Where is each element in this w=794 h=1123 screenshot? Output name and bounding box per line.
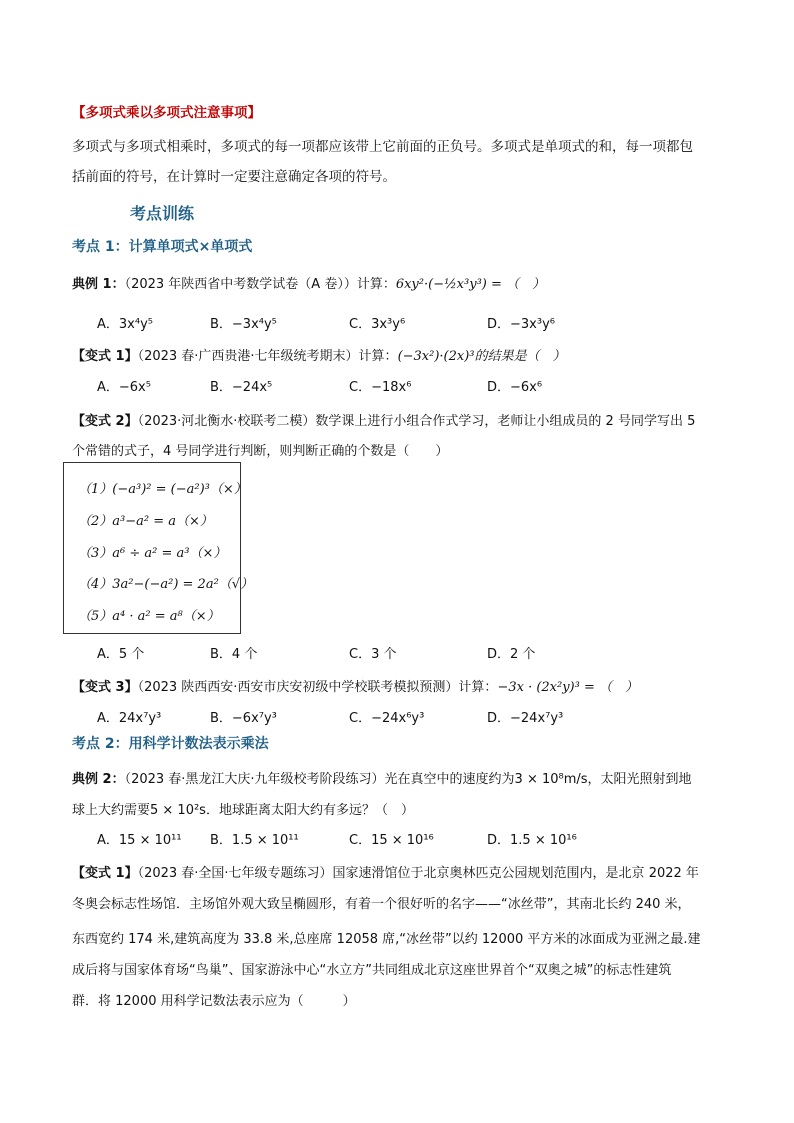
ex1-expr: 6xy²·(−½x³y³) = （ ） (395, 277, 546, 292)
ex1-option-c: C．3x³y⁶ (349, 317, 406, 332)
kp1-v2-option-b: B．4 个 (210, 647, 258, 662)
kp1-v2-line-2: 个常错的式子，4 号同学进行判断，则判断正确的个数是（ ） (72, 444, 449, 459)
kp2-v1-text-1: （2023 春·全国·七年级专题练习）国家速滑馆位于北京奥林匹克公园规划范围内，是北京 2022 年 (137, 866, 699, 881)
kp1-v1-option-a: A．−6x⁵ (97, 380, 151, 395)
ex2-line-1 (72, 768, 692, 787)
statement-2: （2）a³−a² = a（×） (78, 514, 213, 529)
ex2-line-2: 球上大约需要5 × 10²s．地球距离太阳大约有多远？（ ） (72, 803, 414, 818)
kp1-v2-text-1: （2023·河北衡水·校联考二模）数学课上进行小组合作式学习，老师让小组成员的 2 号同学写出 5 (137, 414, 696, 429)
ex2-option-b: B．1.5 × 10¹¹ (210, 833, 299, 848)
ex2-label: 典例 2： (72, 772, 125, 787)
statement-3: （3）a⁶ ÷ a² = a³（×） (78, 546, 227, 561)
note-line-1: 多项式与多项式相乘时，多项式的每一项都应该带上它前面的正负号。多项式是单项式的和，每一项都包 (72, 139, 693, 155)
kp1-v1-option-c: C．−18x⁶ (349, 380, 412, 395)
statement-1: （1）(−a³)² = (−a²)³（×） (78, 482, 247, 497)
kp1-v2-option-d: D．2 个 (487, 647, 536, 662)
section-title: 考点训练 (130, 204, 195, 223)
ex2-option-d: D．1.5 × 10¹⁶ (487, 833, 577, 848)
kp2-v1-line-3: 东西宽约 174 米,建筑高度为 33.8 米,总座席 12058 席,“冰丝带”以约 12000 平方米的冰面成为亚洲之最.建 (72, 932, 701, 947)
kp1-v1-option-d: D．−6x⁶ (487, 380, 543, 395)
kp1-v3-option-d: D．−24x⁷y³ (487, 711, 564, 726)
kp1-v3-option-a: A．24x⁷y³ (97, 711, 162, 726)
ex2-text-1: （2023 春·黑龙江大庆·九年级校考阶段练习）光在真空中的速度约为3 × 10⁸m/s，太阳光照射到地 (124, 772, 692, 787)
statements-box (63, 462, 254, 634)
kp1-v3-source: （2023 陕西西安·西安市庆安初级中学校联考模拟预测）计算： (137, 680, 498, 695)
kp1-v2-option-c: C．3 个 (349, 647, 397, 662)
note-line-2: 括前面的符号，在计算时一定要注意确定各项的符号。 (72, 169, 396, 185)
kp1-v2-line-1 (72, 410, 695, 429)
ex1-option-b: B．−3x⁴y⁵ (210, 317, 277, 332)
note-heading: 【多项式乘以多项式注意事项】 (72, 105, 261, 121)
kp1-v1-label: 【变式 1】 (72, 349, 138, 364)
kp2-v1-line-5: 群．将 12000 用科学记数法表示应为（ ） (72, 994, 356, 1009)
kp1-v1-question (72, 345, 566, 364)
kp1-title: 考点 1：计算单项式×单项式 (72, 239, 253, 255)
ex2-option-c: C．15 × 10¹⁶ (349, 833, 434, 848)
kp1-v3-option-c: C．−24x⁶y³ (349, 711, 425, 726)
kp1-v2-option-a: A．5 个 (97, 647, 145, 662)
ex1-option-a: A．3x⁴y⁵ (97, 317, 153, 332)
kp1-v3-expr: −3x · (2x²y)³ = （ ） (497, 680, 639, 695)
statement-5: （5）a⁴ · a² = a⁸（×） (78, 609, 220, 624)
kp2-title: 考点 2：用科学计数法表示乘法 (72, 736, 269, 752)
kp2-v1-line-2: 冬奥会标志性场馆．主场馆外观大致呈椭圆形，有着一个很好听的名字——“冰丝带”，其南北长约 240 米， (72, 897, 691, 912)
ex1-question (72, 273, 545, 292)
kp1-v1-option-b: B．−24x⁵ (210, 380, 273, 395)
kp2-v1-line-1 (72, 862, 699, 881)
kp1-v1-source: （2023 春·广西贵港·七年级统考期末）计算： (137, 349, 398, 364)
kp2-v1-line-4: 成后将与国家体育场“鸟巢”、国家游泳中心“水立方”共同组成北京这座世界首个“双奥之城”的标志性建筑 (72, 963, 672, 978)
ex1-label: 典例 1： (72, 277, 125, 292)
kp1-v3-label: 【变式 3】 (72, 680, 138, 695)
kp1-v2-label: 【变式 2】 (72, 414, 138, 429)
statement-4: （4）3a²−(−a²) = 2a²（√） (78, 577, 254, 592)
kp2-v1-label: 【变式 1】 (72, 866, 138, 881)
ex2-option-a: A．15 × 10¹¹ (97, 833, 182, 848)
kp1-v3-option-b: B．−6x⁷y³ (210, 711, 277, 726)
ex1-option-d: D．−3x³y⁶ (487, 317, 555, 332)
kp1-v1-expr: (−3x²)·(2x)³的结果是（ ） (397, 349, 566, 364)
kp1-v3-question (72, 676, 638, 695)
ex1-source: （2023 年陕西省中考数学试卷（A 卷））计算： (124, 277, 396, 292)
